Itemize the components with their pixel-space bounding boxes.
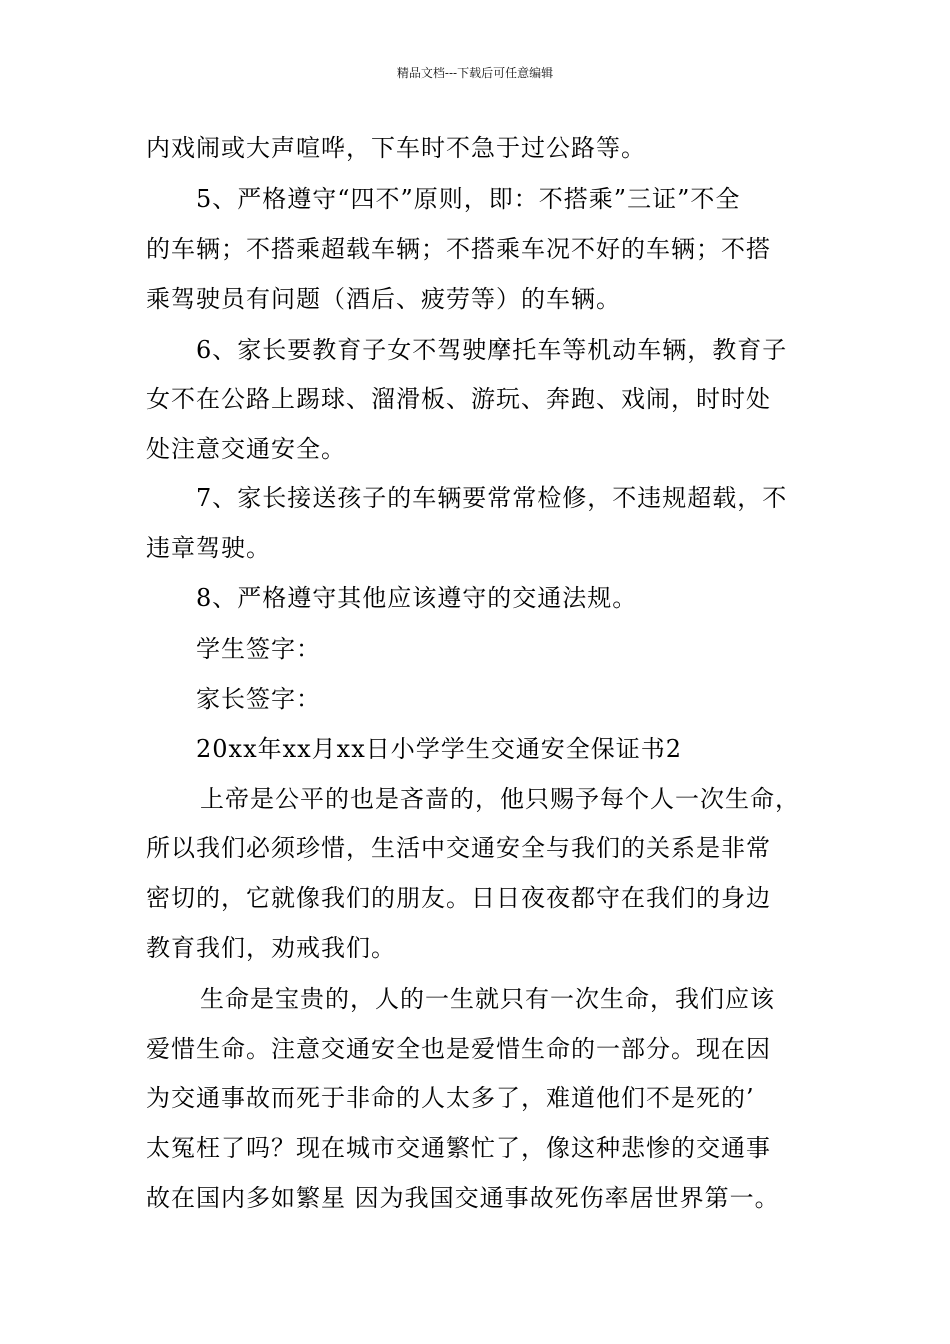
text-line: 为交通事故而死于非命的人太多了，难道他们不是死的’ — [146, 1084, 755, 1112]
section-title: 20xx年xx月xx日小学学生交通安全保证书2 — [196, 735, 683, 763]
student-signature-label: 学生签字： — [196, 635, 321, 663]
text-line: 故在国内多如繁星 因为我国交通事故死伤率居世界第一。 — [146, 1184, 780, 1212]
page-header: 精品文档---下载后可任意编辑 — [396, 66, 554, 80]
text-line: 内戏闹或大声喧哗，下车时不急于过公路等。 — [146, 134, 646, 162]
text-line: 爱惜生命。注意交通安全也是爱惜生命的一部分。现在因 — [146, 1035, 771, 1063]
text-line: 违章驾驶。 — [146, 534, 271, 562]
text-line: 处注意交通安全。 — [146, 435, 346, 463]
text-line: 7、家长接送孩子的车辆要常常检修，不违规超载，不 — [196, 484, 788, 512]
text-line: 乘驾驶员有问题（酒后、疲劳等）的车辆。 — [146, 285, 621, 313]
text-line: 密切的，它就像我们的朋友。日日夜夜都守在我们的身边 — [146, 884, 771, 912]
text-line: 上帝是公平的也是吝啬的，他只赐予每个人一次生命， — [200, 785, 800, 813]
parent-signature-label: 家长签字： — [196, 685, 321, 713]
text-line: 的车辆；不搭乘超载车辆；不搭乘车况不好的车辆；不搭 — [146, 235, 771, 263]
text-line: 8、严格遵守其他应该遵守的交通法规。 — [196, 584, 638, 612]
text-line: 5、严格遵守“四不”原则，即：不搭乘”三证”不全 — [196, 185, 741, 213]
text-line: 女不在公路上踢球、溜滑板、游玩、奔跑、戏闹，时时处 — [146, 385, 771, 413]
text-line: 6、家长要教育子女不驾驶摩托车等机动车辆，教育子 — [196, 336, 788, 364]
text-line: 所以我们必须珍惜，生活中交通安全与我们的关系是非常 — [146, 834, 771, 862]
text-line: 教育我们，劝戒我们。 — [146, 934, 396, 962]
text-line: 太冤枉了吗？现在城市交通繁忙了，像这种悲惨的交通事 — [146, 1134, 771, 1162]
text-line: 生命是宝贵的，人的一生就只有一次生命，我们应该 — [200, 985, 775, 1013]
